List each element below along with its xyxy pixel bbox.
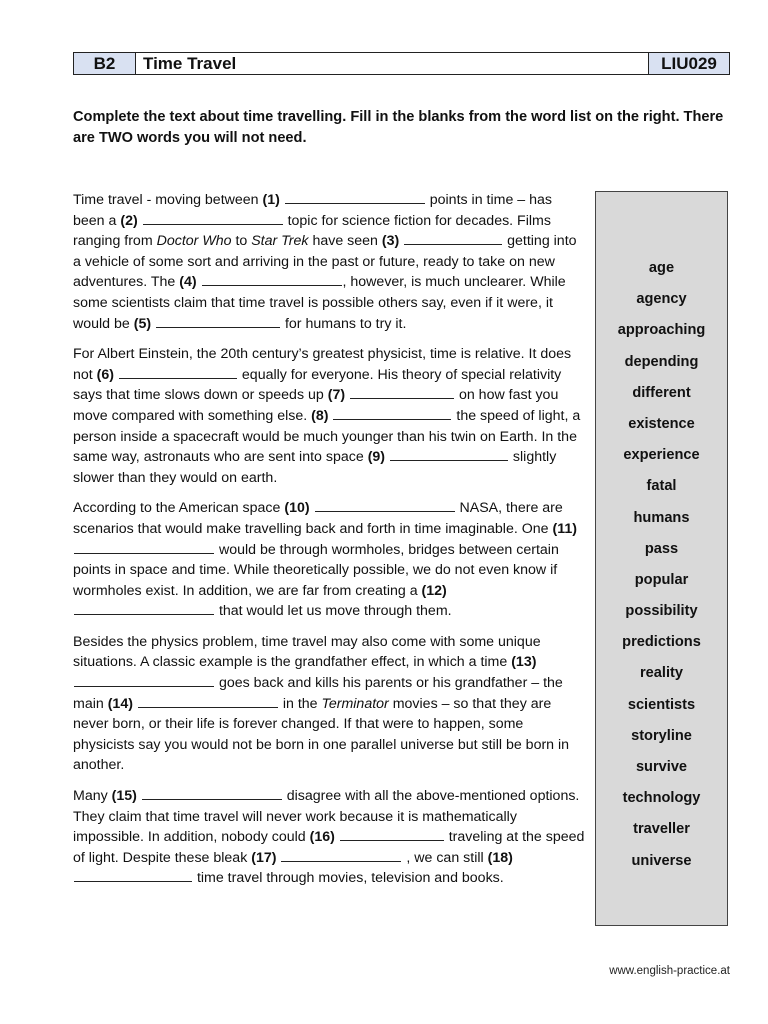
gap-blank[interactable] <box>404 231 502 245</box>
gap-number: (2) <box>120 212 138 229</box>
cloze-text <box>73 190 586 899</box>
title-terminator: Terminator <box>321 695 389 712</box>
gap-blank[interactable] <box>340 827 444 841</box>
instructions: Complete the text about time travelling. Fill in the blanks from the word list on the right. There are TWO words you will not need. <box>73 109 724 146</box>
gap-number: (1) <box>262 192 280 208</box>
word-list-item: humans <box>633 509 690 526</box>
gap-number: (11) <box>552 520 577 537</box>
gap-blank[interactable] <box>138 694 278 708</box>
gap-number: (8) <box>311 407 329 424</box>
gap-blank[interactable] <box>281 848 401 862</box>
gap-number: (10) <box>284 500 310 517</box>
gap-number: (17) <box>251 849 277 866</box>
worksheet-header <box>73 52 730 75</box>
footer-url: www.english-practice.at <box>609 965 730 977</box>
word-list-item: reality <box>640 665 683 682</box>
gap-number: (6) <box>96 366 115 383</box>
gap-blank[interactable] <box>142 786 282 800</box>
worksheet-title: Time Travel <box>143 53 237 73</box>
title-doctor-who: Doctor Who <box>156 233 232 250</box>
gap-blank[interactable] <box>202 272 342 286</box>
paragraph-3: According to the American space (10) NASA, there are scenarios that would make travelling back and forth in time imaginable. One (11) would be through wormholes, bridges between certain points in space and time. While theoretically possible, we do not even know if wormholes exist. In addition, we are far from creating a (12) that would let us move through them. <box>73 500 577 620</box>
word-list-item: experience <box>623 447 700 464</box>
word-list-item: survive <box>635 759 688 775</box>
gap-blank[interactable] <box>74 673 214 687</box>
word-list-item: predictions <box>622 634 701 651</box>
word-list-item: agency <box>636 291 687 308</box>
word-list-item: scientists <box>627 696 696 713</box>
worksheet-code: LIU029 <box>648 53 729 74</box>
paragraph-1: Time travel - moving between (1) points in time – has been a (2) topic for science fiction for decades. Films ranging from Doctor Who to Star Trek have seen (3) getting into a vehicle of some sort and arriving in the past or future, ready to take on new adventures. The (4) , however, is much unclearer. While some scientists claim that time travel is possible others say, even if it were, it would be (5) for humans to try it. <box>73 192 577 332</box>
word-list-item: different <box>632 384 691 401</box>
gap-blank[interactable] <box>143 211 283 225</box>
gap-number: (13) <box>511 654 537 671</box>
gap-number: (3) <box>381 233 400 250</box>
word-list-box <box>595 191 728 926</box>
gap-blank[interactable] <box>333 406 451 420</box>
gap-number: (9) <box>367 449 386 466</box>
gap-number: (14) <box>107 695 133 712</box>
word-list-item: pass <box>644 540 679 557</box>
gap-blank[interactable] <box>74 601 214 615</box>
gap-blank[interactable] <box>350 385 454 399</box>
gap-blank[interactable] <box>315 498 455 512</box>
word-list-item: storyline <box>631 727 692 744</box>
word-list-item: possibility <box>625 603 698 620</box>
gap-blank[interactable] <box>74 540 214 554</box>
paragraph-2: For Albert Einstein, the 20th century’s greatest physicist, time is relative. It does not (6) equally for everyone. His theory of special relativity says that time slows down or speeds up (7) on how fast you move compared with something else. (8) the speed of light, a person inside a spacecraft would be much younger than his twin on Earth. In the same way, astronauts who are sent into space (9) slightly slower than they would on earth. <box>73 346 581 486</box>
gap-number: (16) <box>309 829 335 846</box>
gap-number: (4) <box>179 274 197 291</box>
word-list-item: fatal <box>646 478 677 495</box>
gap-number: (18) <box>487 849 513 866</box>
word-list-item: age <box>648 260 675 276</box>
gap-number: (12) <box>421 582 447 599</box>
word-list <box>596 258 727 882</box>
paragraph-4: Besides the physics problem, time travel may also come with some unique situations. A classic example is the grandfather effect, in which a time (13) goes back and kills his parents or his grandfather – the main (14) in the Terminator movies – so that they are never born, or their life is forever changed. If that were to happen, some physicists say you would not be born in one parallel universe but still be born in another. <box>73 633 570 774</box>
gap-number: (7) <box>327 387 346 404</box>
word-list-item: technology <box>622 790 701 807</box>
word-list-item: popular <box>634 571 689 588</box>
word-list-item: approaching <box>617 322 706 339</box>
word-list-item: depending <box>624 353 699 370</box>
gap-blank[interactable] <box>390 447 508 461</box>
gap-blank[interactable] <box>156 314 280 328</box>
gap-blank[interactable] <box>119 365 237 379</box>
title-star-trek: Star Trek <box>251 233 309 250</box>
gap-blank[interactable] <box>285 190 425 204</box>
word-list-item: existence <box>628 415 695 432</box>
gap-number: (5) <box>133 315 152 332</box>
paragraph-5: Many (15) disagree with all the above-mentioned options. They claim that time travel will never work because it is mathematically impossible. In addition, nobody could (16) traveling at the speed of light. Despite these bleak (17) , we can still (18) time travel through movies, television and books. <box>73 788 585 887</box>
level-badge: B2 <box>74 53 136 74</box>
gap-number: (15) <box>111 788 137 805</box>
gap-blank[interactable] <box>74 868 192 882</box>
word-list-item: traveller <box>633 821 690 838</box>
word-list-item: universe <box>631 852 692 869</box>
